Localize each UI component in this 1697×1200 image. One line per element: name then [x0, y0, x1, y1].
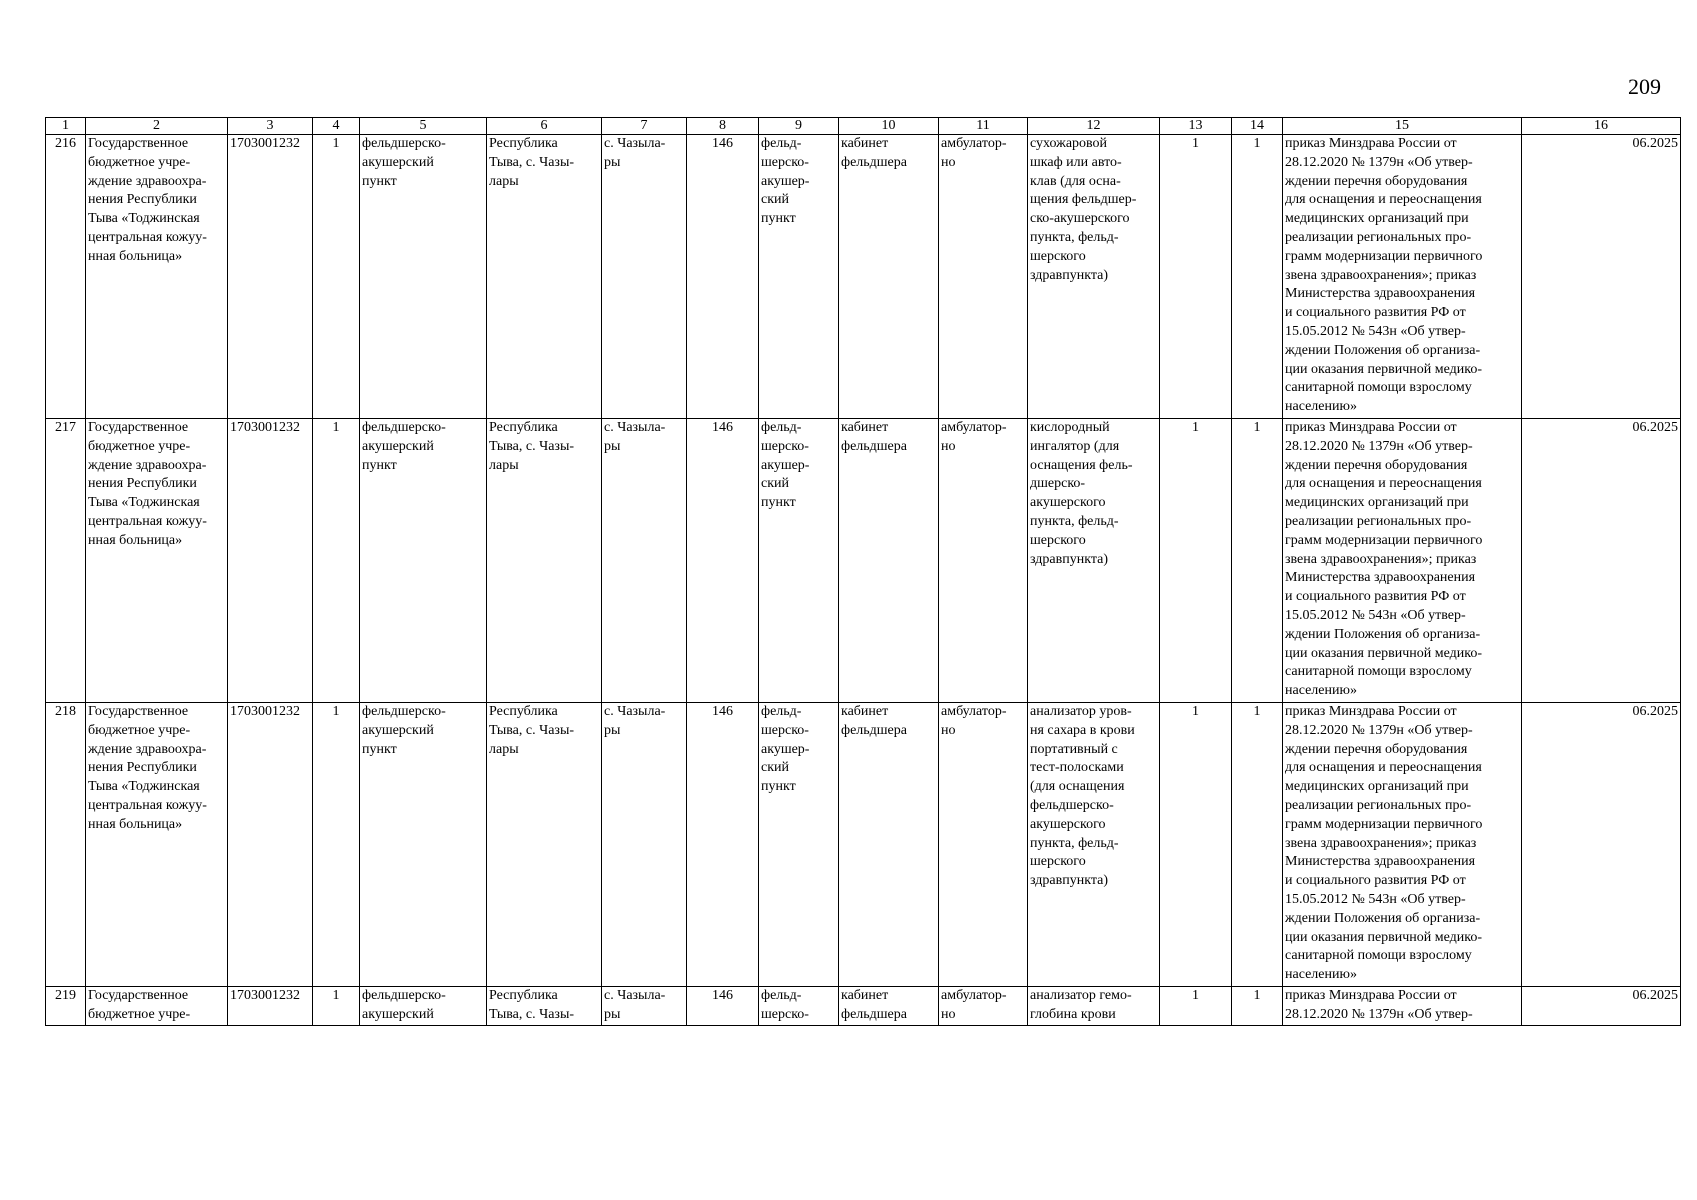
col9-cell: фельд- шерско- акушер- ский пункт: [759, 419, 839, 703]
col14-cell: 1: [1232, 703, 1283, 987]
address-cell: Республика Тыва, с. Чазы- лары: [487, 419, 602, 703]
row-number: 218: [46, 703, 86, 987]
facility-type-cell: фельдшерско- акушерский: [360, 987, 487, 1026]
column-header: 16: [1522, 118, 1681, 135]
col13-cell: 1: [1160, 703, 1232, 987]
room-cell: кабинет фельдшера: [839, 987, 939, 1026]
date-cell: 06.2025: [1522, 419, 1681, 703]
address-cell: Республика Тыва, с. Чазы- лары: [487, 703, 602, 987]
col14-cell: 1: [1232, 135, 1283, 419]
column-header: 8: [687, 118, 759, 135]
date-cell: 06.2025: [1522, 703, 1681, 987]
care-form-cell: амбулатор- но: [939, 419, 1028, 703]
col4-cell: 1: [313, 703, 360, 987]
locality-cell: с. Чазыла- ры: [602, 703, 687, 987]
organization-cell: Государственное бюджетное учре- ждение здравоохра- нения Республики Тыва «Тоджинская центральная кожуу- нная больница»: [86, 703, 228, 987]
facility-type-cell: фельдшерско- акушерский пункт: [360, 419, 487, 703]
organization-cell: Государственное бюджетное учре- ждение здравоохра- нения Республики Тыва «Тоджинская центральная кожуу- нная больница»: [86, 419, 228, 703]
column-header: 2: [86, 118, 228, 135]
col13-cell: 1: [1160, 135, 1232, 419]
column-header: 1: [46, 118, 86, 135]
column-header: 6: [487, 118, 602, 135]
inn-cell: 1703001232: [228, 703, 313, 987]
column-header: 15: [1283, 118, 1522, 135]
column-header: 3: [228, 118, 313, 135]
col13-cell: 1: [1160, 987, 1232, 1026]
locality-cell: с. Чазыла- ры: [602, 135, 687, 419]
legal-basis-cell: приказ Минздрава России от 28.12.2020 № 1379н «Об утвер- ждении перечня оборудования для оснащения и переоснащения медицинских организаций при реализации региональных про- грамм модернизации первичного звена здравоохранения»; приказ Министерства здравоохранения и социального развития РФ от 15.05.2012 № 543н «Об утвер- ждении Положения об организа- ции оказания первичной медико- санитарной помощи взрослому населению»: [1283, 703, 1522, 987]
equipment-cell: сухожаровой шкаф или авто- клав (для осна- щения фельдшер- ско-акушерского пункта, фельд- шерского здравпункта): [1028, 135, 1160, 419]
col4-cell: 1: [313, 135, 360, 419]
facility-type-cell: фельдшерско- акушерский пункт: [360, 703, 487, 987]
row-number: 217: [46, 419, 86, 703]
col8-cell: 146: [687, 419, 759, 703]
col9-cell: фельд- шерско-: [759, 987, 839, 1026]
table-row: [46, 703, 1681, 987]
col8-cell: 146: [687, 703, 759, 987]
facility-type-cell: фельдшерско- акушерский пункт: [360, 135, 487, 419]
equipment-cell: анализатор уров- ня сахара в крови портативный с тест-полосками (для оснащения фельдшерско- акушерского пункта, фельд- шерского здравпункта): [1028, 703, 1160, 987]
room-cell: кабинет фельдшера: [839, 135, 939, 419]
column-header: 5: [360, 118, 487, 135]
organization-cell: Государственное бюджетное учре- ждение здравоохра- нения Республики Тыва «Тоджинская центральная кожуу- нная больница»: [86, 135, 228, 419]
room-cell: кабинет фельдшера: [839, 419, 939, 703]
locality-cell: с. Чазыла- ры: [602, 419, 687, 703]
address-cell: Республика Тыва, с. Чазы-: [487, 987, 602, 1026]
col4-cell: 1: [313, 987, 360, 1026]
col4-cell: 1: [313, 419, 360, 703]
table-row: [46, 419, 1681, 703]
column-header: 14: [1232, 118, 1283, 135]
col8-cell: 146: [687, 987, 759, 1026]
inn-cell: 1703001232: [228, 987, 313, 1026]
col14-cell: 1: [1232, 419, 1283, 703]
care-form-cell: амбулатор- но: [939, 703, 1028, 987]
care-form-cell: амбулатор- но: [939, 987, 1028, 1026]
legal-basis-cell: приказ Минздрава России от 28.12.2020 № 1379н «Об утвер-: [1283, 987, 1522, 1026]
date-cell: 06.2025: [1522, 135, 1681, 419]
room-cell: кабинет фельдшера: [839, 703, 939, 987]
inn-cell: 1703001232: [228, 135, 313, 419]
row-number: 216: [46, 135, 86, 419]
column-header: 12: [1028, 118, 1160, 135]
page-number: 209: [1628, 74, 1661, 99]
legal-basis-cell: приказ Минздрава России от 28.12.2020 № 1379н «Об утвер- ждении перечня оборудования для оснащения и переоснащения медицинских организаций при реализации региональных про- грамм модернизации первичного звена здравоохранения»; приказ Министерства здравоохранения и социального развития РФ от 15.05.2012 № 543н «Об утвер- ждении Положения об организа- ции оказания первичной медико- санитарной помощи взрослому населению»: [1283, 419, 1522, 703]
column-header: 13: [1160, 118, 1232, 135]
row-number: 219: [46, 987, 86, 1026]
col9-cell: фельд- шерско- акушер- ский пункт: [759, 135, 839, 419]
care-form-cell: амбулатор- но: [939, 135, 1028, 419]
organization-cell: Государственное бюджетное учре-: [86, 987, 228, 1026]
column-header: 10: [839, 118, 939, 135]
column-header: 4: [313, 118, 360, 135]
column-number-row: [46, 118, 1681, 135]
column-header: 9: [759, 118, 839, 135]
col14-cell: 1: [1232, 987, 1283, 1026]
column-header: 11: [939, 118, 1028, 135]
col8-cell: 146: [687, 135, 759, 419]
inn-cell: 1703001232: [228, 419, 313, 703]
legal-basis-cell: приказ Минздрава России от 28.12.2020 № 1379н «Об утвер- ждении перечня оборудования для оснащения и переоснащения медицинских организаций при реализации региональных про- грамм модернизации первичного звена здравоохранения»; приказ Министерства здравоохранения и социального развития РФ от 15.05.2012 № 543н «Об утвер- ждении Положения об организа- ции оказания первичной медико- санитарной помощи взрослому населению»: [1283, 135, 1522, 419]
table-row: [46, 135, 1681, 419]
col13-cell: 1: [1160, 419, 1232, 703]
equipment-cell: анализатор гемо- глобина крови: [1028, 987, 1160, 1026]
equipment-table: [45, 117, 1681, 1026]
address-cell: Республика Тыва, с. Чазы- лары: [487, 135, 602, 419]
date-cell: 06.2025: [1522, 987, 1681, 1026]
locality-cell: с. Чазыла- ры: [602, 987, 687, 1026]
col9-cell: фельд- шерско- акушер- ский пункт: [759, 703, 839, 987]
equipment-cell: кислородный ингалятор (для оснащения фель- дшерско- акушерского пункта, фельд- шерского здравпункта): [1028, 419, 1160, 703]
column-header: 7: [602, 118, 687, 135]
table-row: [46, 987, 1681, 1026]
